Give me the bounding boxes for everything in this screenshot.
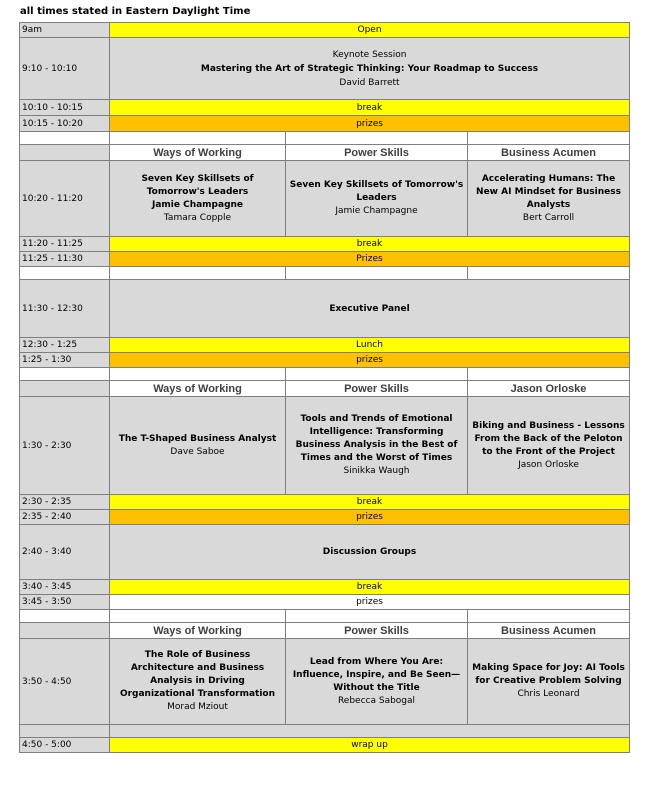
session-title: Lead from Where You Are: Influence, Inspire, and Be Seen—Without the Title <box>292 656 461 693</box>
session-cell <box>110 639 286 725</box>
session-title: The T-Shaped Business Analyst <box>118 433 277 444</box>
spacer-row <box>20 725 630 738</box>
spacer-row <box>20 368 630 381</box>
break-label: break <box>110 495 630 510</box>
row-wrap-up <box>20 738 630 753</box>
session-speaker: Rebecca Sabogal <box>337 695 416 706</box>
session-title: Seven Key Skillsets of Tomorrow's Leaders <box>141 173 254 197</box>
break-label: break <box>110 580 630 595</box>
session-speaker: Morad Mziout <box>167 702 228 712</box>
session-cell <box>468 397 630 495</box>
prizes-label: prizes <box>110 116 630 132</box>
keynote-cell <box>110 38 630 100</box>
row-discussion-groups <box>20 525 630 580</box>
session-cell <box>110 161 286 237</box>
spacer-row <box>20 610 630 623</box>
track-header-row <box>20 623 630 639</box>
time-cell: 9:10 - 10:10 <box>20 38 110 100</box>
session-speaker: Tamara Copple <box>163 212 232 223</box>
session-cell <box>286 397 468 495</box>
prizes-label: prizes <box>110 353 630 368</box>
wrap-up-label: wrap up <box>110 738 630 753</box>
track-header: Power Skills <box>286 623 468 639</box>
break-label: break <box>110 100 630 116</box>
session-speaker: Sinikka Waugh <box>343 466 410 476</box>
row-break <box>20 580 630 595</box>
keynote-title: Mastering the Art of Strategic Thinking: Your Roadmap to Success <box>200 63 539 74</box>
row-break <box>20 495 630 510</box>
spacer-row <box>20 132 630 145</box>
track-header: Jason Orloske <box>468 381 630 397</box>
session-speaker: Jamie Champagne <box>335 206 418 216</box>
time-cell: 3:50 - 4:50 <box>20 639 110 725</box>
time-cell: 2:40 - 3:40 <box>20 525 110 580</box>
discussion-groups-label: Discussion Groups <box>110 525 630 580</box>
row-open <box>20 23 630 38</box>
session-cell <box>110 397 286 495</box>
time-cell: 2:35 - 2:40 <box>20 510 110 525</box>
session-title: Biking and Business - Lessons From the Back of the Peloton to the Front of the Project <box>472 420 625 457</box>
time-cell: 10:10 - 10:15 <box>20 100 110 116</box>
timezone-note: all times stated in Eastern Daylight Time <box>20 6 251 17</box>
time-cell: 10:15 - 10:20 <box>20 116 110 132</box>
row-prizes <box>20 510 630 525</box>
session-cell <box>468 639 630 725</box>
session-cell <box>468 161 630 237</box>
prizes-label: Prizes <box>110 252 630 267</box>
session-title: The Role of Business Architecture and Business Analysis in Driving Organizational Transformation <box>119 650 276 699</box>
session-cell <box>286 161 468 237</box>
track-header: Ways of Working <box>110 381 286 397</box>
time-cell: 11:25 - 11:30 <box>20 252 110 267</box>
time-cell: 10:20 - 11:20 <box>20 161 110 237</box>
row-prizes <box>20 116 630 132</box>
row-break <box>20 237 630 252</box>
session-speaker: Dave Saboe <box>170 446 225 457</box>
row-prizes <box>20 252 630 267</box>
row-prizes <box>20 595 630 610</box>
track-header: Power Skills <box>286 145 468 161</box>
time-cell: 11:20 - 11:25 <box>20 237 110 252</box>
time-cell: 9am <box>20 23 110 38</box>
time-cell: 11:30 - 12:30 <box>20 280 110 338</box>
track-header: Power Skills <box>286 381 468 397</box>
break-label: break <box>110 237 630 252</box>
session-speaker: Bert Carroll <box>522 212 575 223</box>
time-cell: 1:25 - 1:30 <box>20 353 110 368</box>
row-executive-panel <box>20 280 630 338</box>
prizes-label: prizes <box>110 595 630 610</box>
session-speaker: Jamie Champagne <box>151 199 244 210</box>
row-sessions <box>20 397 630 495</box>
open-label: Open <box>110 23 630 38</box>
row-break <box>20 100 630 116</box>
session-speaker: Chris Leonard <box>517 689 580 699</box>
row-sessions <box>20 161 630 237</box>
track-header: Business Acumen <box>468 145 630 161</box>
track-header-row <box>20 381 630 397</box>
session-title: Accelerating Humans: The New AI Mindset for Business Analysts <box>476 173 621 210</box>
time-cell: 3:40 - 3:45 <box>20 580 110 595</box>
session-title: Seven Key Skillsets of Tomorrow's Leaders <box>289 180 464 203</box>
session-speaker: Jason Orloske <box>518 459 579 470</box>
prizes-label: prizes <box>110 510 630 525</box>
time-cell: 12:30 - 1:25 <box>20 338 110 353</box>
session-cell <box>286 639 468 725</box>
time-cell: 2:30 - 2:35 <box>20 495 110 510</box>
track-header-row <box>20 145 630 161</box>
track-header: Ways of Working <box>110 623 286 639</box>
track-header: Ways of Working <box>110 145 286 161</box>
lunch-label: Lunch <box>110 338 630 353</box>
time-cell: 1:30 - 2:30 <box>20 397 110 495</box>
time-cell: 3:45 - 3:50 <box>20 595 110 610</box>
row-prizes <box>20 353 630 368</box>
keynote-speaker: David Barrett <box>339 77 400 88</box>
executive-panel-label: Executive Panel <box>110 280 630 338</box>
agenda-table <box>19 22 630 753</box>
row-lunch <box>20 338 630 353</box>
row-keynote <box>20 38 630 100</box>
row-sessions <box>20 639 630 725</box>
time-cell: 4:50 - 5:00 <box>20 738 110 753</box>
session-title: Making Space for Joy: AI Tools for Creative Problem Solving <box>472 663 625 686</box>
session-title: Tools and Trends of Emotional Intelligence: Transforming Business Analysis in the Best of Times and the Worst of Times <box>295 414 458 463</box>
spacer-row <box>20 267 630 280</box>
keynote-kicker: Keynote Session <box>332 49 407 60</box>
track-header: Business Acumen <box>468 623 630 639</box>
